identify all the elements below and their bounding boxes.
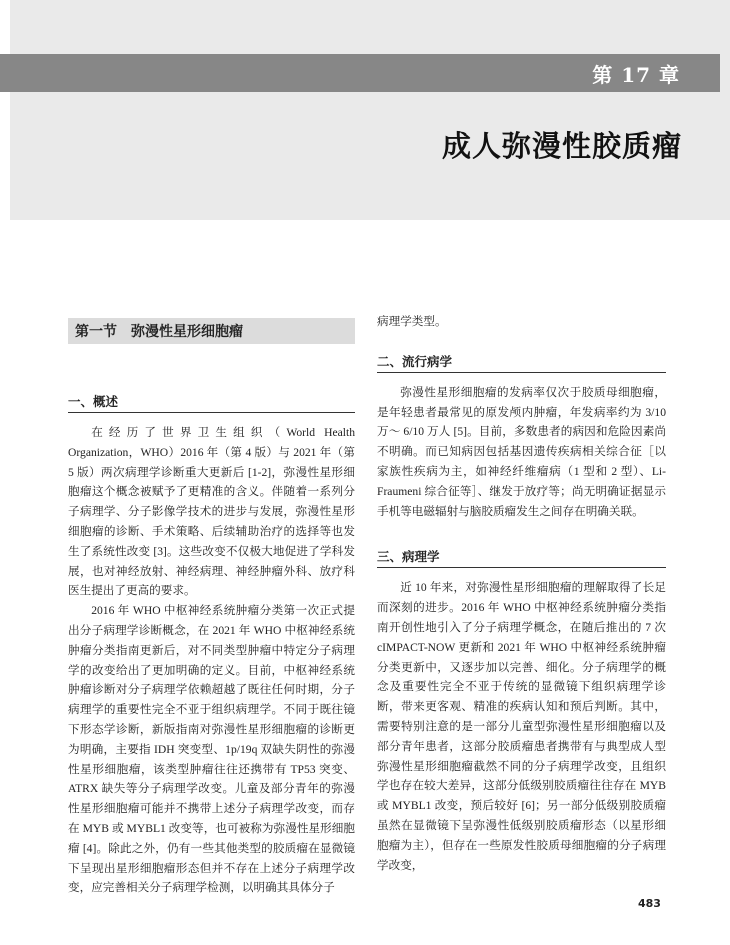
- chapter-bar: [0, 54, 720, 92]
- pathology-paragraph: 近 10 年来，对弥漫性星形细胞瘤的理解取得了长足而深刻的进步。2016 年 WHO 中枢神经系统肿瘤分类指南开创性地引入了分子病理学概念，在随后推出的 7 次 cIMPACT-NOW 更新和 2021 年 WHO 中枢神经系统肿瘤分类更新中，又逐步加以完善、细化。分子病理学的概念及重要性完全不亚于传统的显微镜下组织病理学诊断，带来更客观、精准的疾病认知和预后判断。其中，需要特别注意的是一部分儿童型弥漫性星形细胞瘤以及部分青年患者，这部分胶质瘤患者携带有与典型成人型弥漫性星形细胞瘤截然不同的分子病理学改变，且组织学也存在较大差异，这部分低级别胶质瘤往往存在 MYB 或 MYBL1 改变，预后较好 [6]；另一部分低级别胶质瘤虽然在显微镜下呈弥漫性低级别胶质瘤形态（以星形细胞瘤为主），但存在一些原发性胶质母细胞瘤的分子病理学改变，: [377, 581, 666, 872]
- section-title: 第一节 弥漫性星形细胞瘤: [75, 324, 243, 340]
- epidemiology-heading: 二、流行病学: [377, 352, 666, 373]
- overview-heading: 一、概述: [68, 392, 355, 413]
- left-column: [68, 318, 355, 898]
- chapter-title: 成人弥漫性胶质瘤: [441, 129, 682, 163]
- epidemiology-paragraph: 弥漫性星形细胞瘤的发病率仅次于胶质母细胞瘤，是年轻患者最常见的原发颅内肿瘤，年发病率约为 3/10 万～ 6/10 万人 [5]。目前，多数患者的病因和危险因素尚不明确。而已知病因包括基因遗传疾病相关综合征［以家族性疾病为主，如神经纤维瘤病（1 型和 2 型）、Li-Fraumeni 综合征等］、继发于放疗等；尚无明确证据显示手机等电磁辐射与脑胶质瘤发生之间存在明确关联。: [377, 385, 666, 518]
- right-column: [377, 312, 666, 875]
- pathology-heading: 三、病理学: [377, 547, 666, 568]
- page-number: 483: [638, 897, 661, 910]
- chapter-banner: [10, 0, 730, 220]
- overview-paragraph-2: 2016 年 WHO 中枢神经系统肿瘤分类第一次正式提出分子病理学诊断概念，在 2021 年 WHO 中枢神经系统肿瘤分类指南更新后，对不同类型肿瘤中特定分子病理学的改变给出了更加明确的定义。目前，中枢神经系统肿瘤诊断对分子病理学依赖超越了既往任何时期，分子病理学的重要性完全不亚于组织病理学。不同于既往镜下形态学诊断，新版指南对弥漫性星形细胞瘤的诊断更为明确，主要指 IDH 突变型、1p/19q 双缺失阴性的弥漫性星形细胞瘤，该类型肿瘤往往还携带有 TP53 突变、ATRX 缺失等分子病理学改变。儿童及部分青年的弥漫性星形细胞瘤可能并不携带上述分子病理学改变，而存在 MYB 或 MYBL1 改变等，也可被称为弥漫性星形细胞瘤 [4]。除此之外，仍有一些其他类型的胶质瘤在显微镜下呈现出星形细胞瘤形态但并不存在上述分子病理学改变，应完善相关分子病理学检测，以明确其具体分子: [68, 604, 355, 895]
- overview-paragraph-1: 在经历了世界卫生组织（World Health Organization，WHO）2016 年（第 4 版）与 2021 年（第 5 版）两次病理学诊断重大更新后 [1-2]，弥漫性星形细胞瘤这个概念被赋予了更精准的含义。伴随着一系列分子病理学、分子影像学技术的进步与发展，弥漫性星形细胞瘤的诊断、手术策略、后续辅助治疗的选择等也发生了系统性改变 [3]。这些改变不仅极大地促进了学科发展，也对神经放射、神经病理、神经肿瘤外科、放疗科医生提出了更高的要求。: [68, 426, 355, 598]
- overview-continuation: 病理学类型。: [377, 315, 447, 328]
- section-title-bar: [68, 318, 355, 344]
- chapter-label: 第 17 章: [592, 63, 680, 87]
